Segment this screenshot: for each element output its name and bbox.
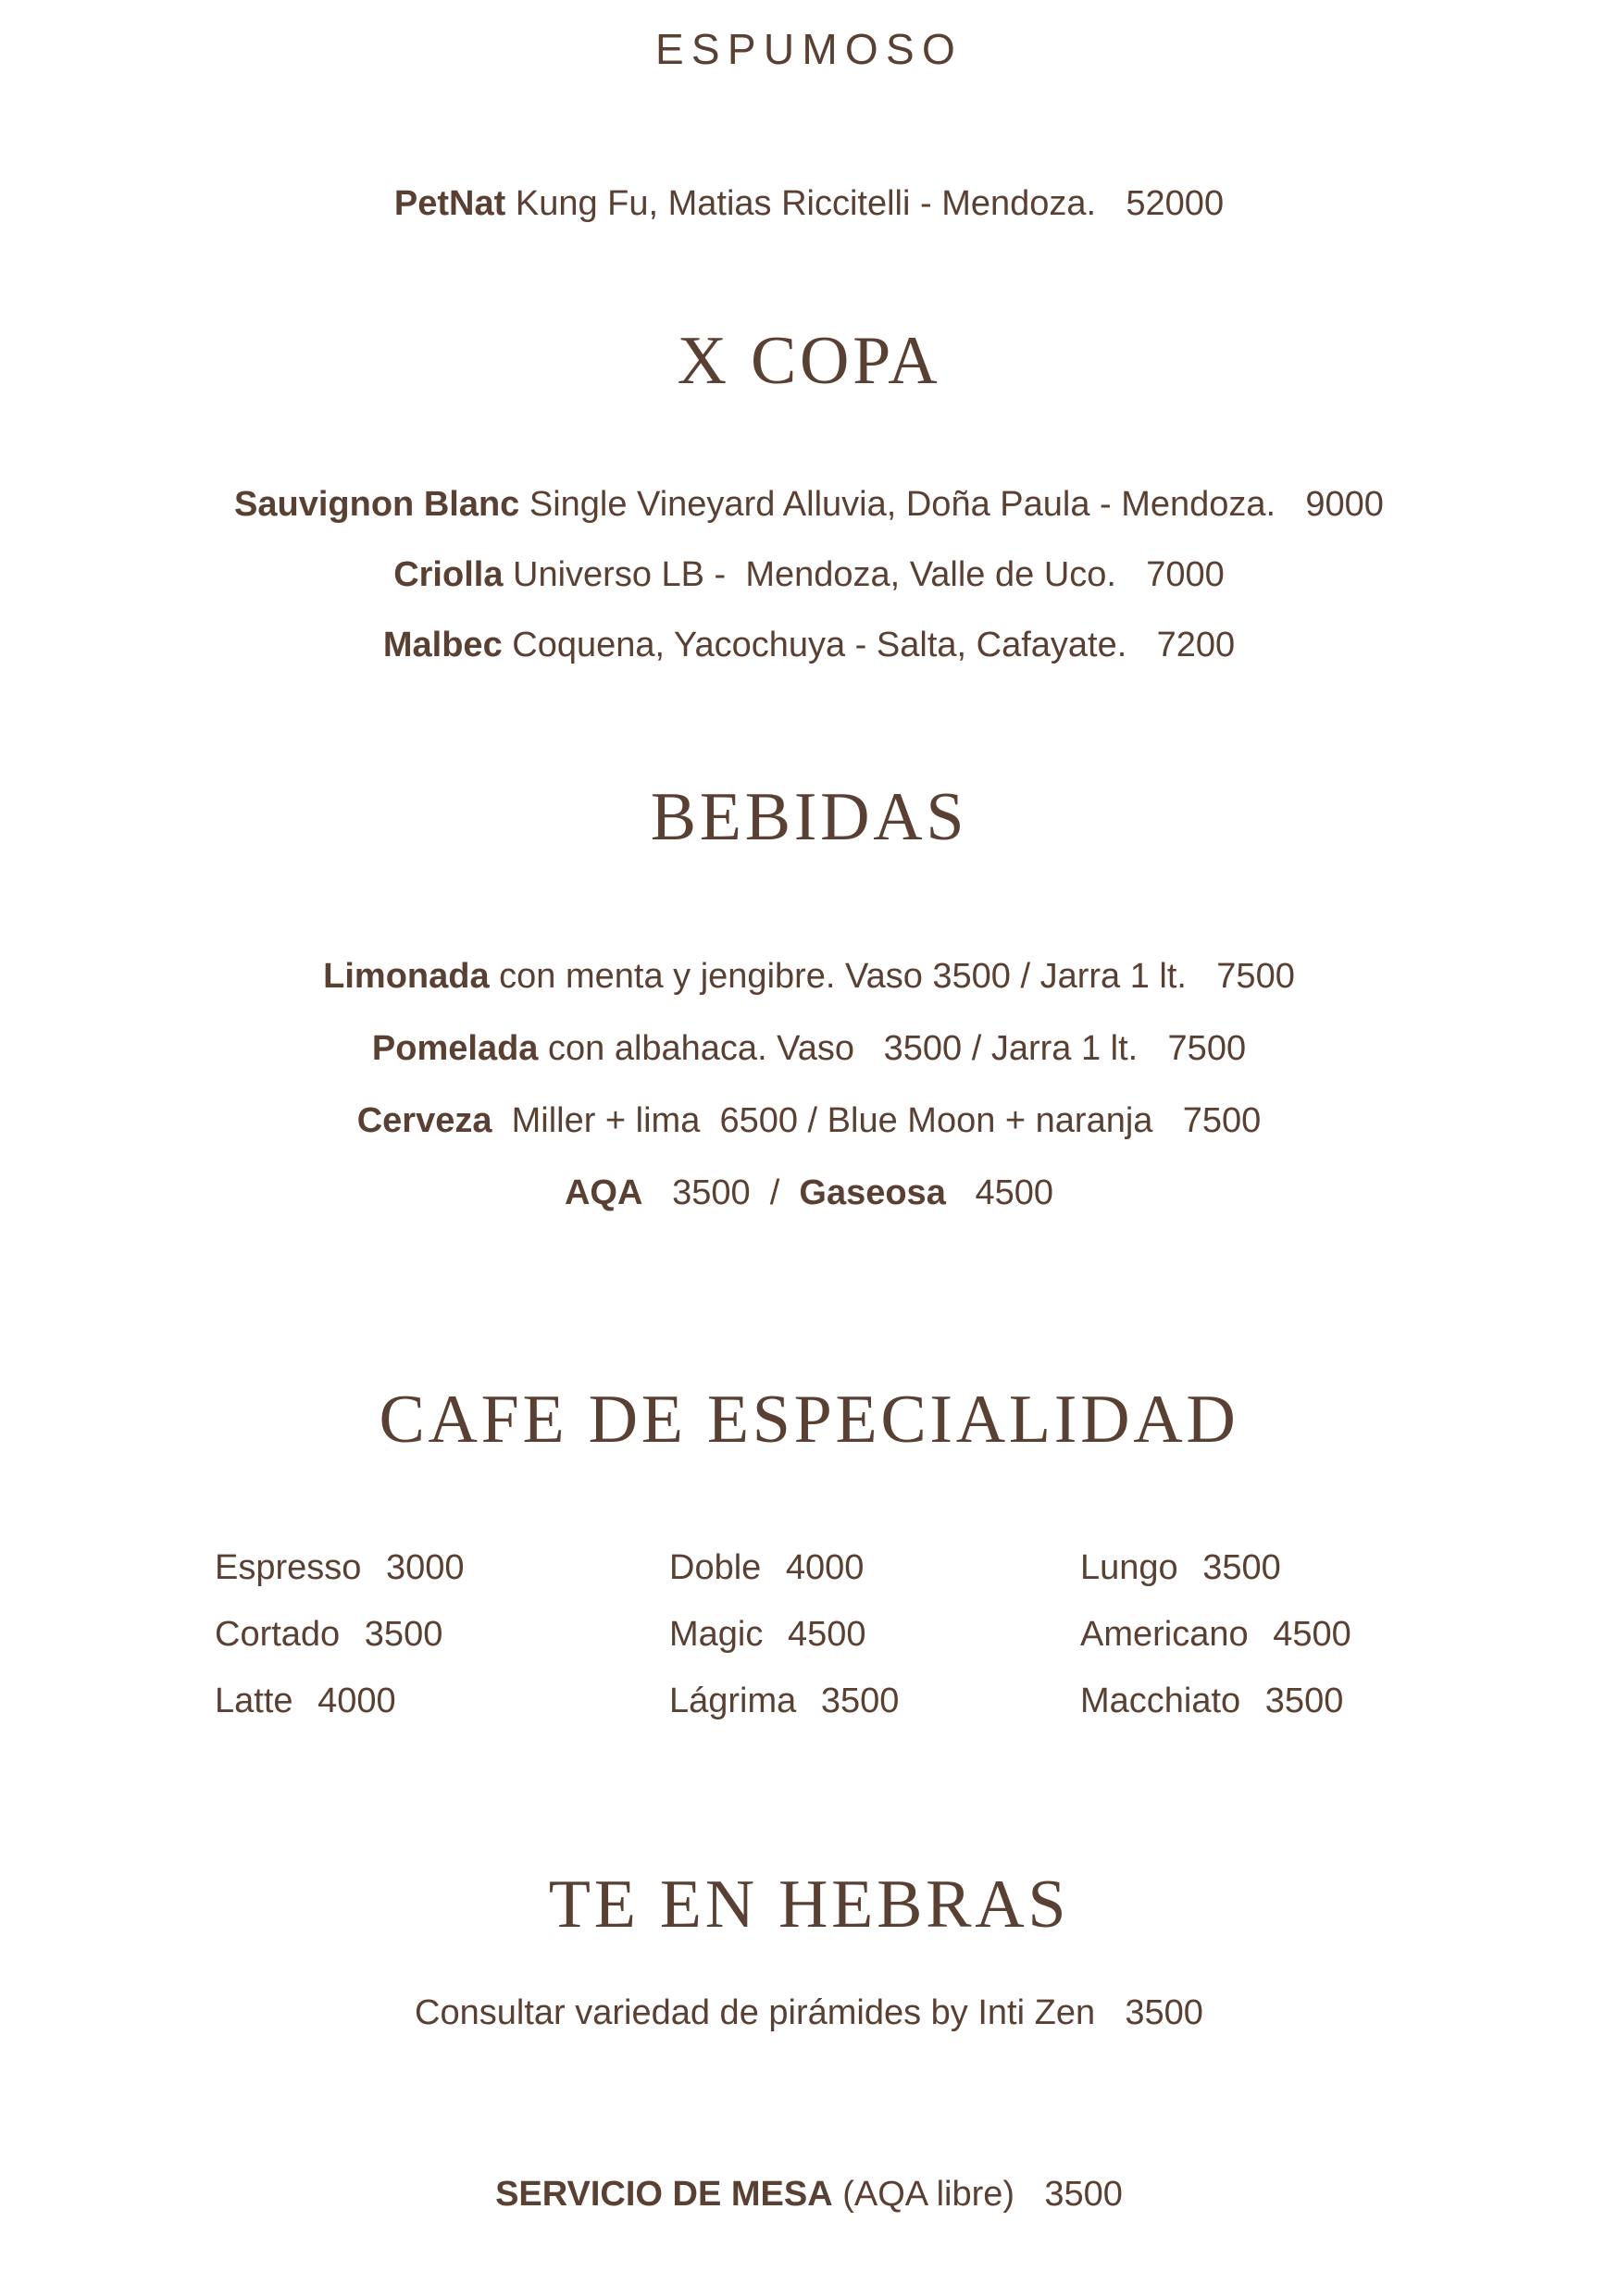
item-name: Gaseosa — [799, 1173, 946, 1212]
coffee-name: Espresso — [215, 1548, 362, 1587]
coffee-name: Doble — [669, 1548, 762, 1587]
menu-item-line — [0, 1085, 1618, 1157]
coffee-name: Lágrima — [669, 1682, 797, 1720]
menu-item-line — [0, 2159, 1618, 2229]
coffee-item — [215, 1534, 669, 1601]
item-name: SERVICIO DE MESA — [495, 2175, 833, 2214]
item-description: Universo LB - Mendoza, Valle de Uco. — [503, 555, 1116, 594]
coffee-column — [1080, 1534, 1618, 1734]
coffee-name: Magic — [669, 1615, 764, 1654]
item-description: Kung Fu, Matias Riccitelli - Mendoza. — [505, 184, 1097, 223]
item-price: 52000 — [1126, 184, 1225, 223]
menu-item-line — [0, 1012, 1618, 1085]
section-title-cafe: CAFE DE ESPECIALIDAD — [379, 1382, 1239, 1458]
menu-section-cafe — [0, 1382, 1618, 1734]
item-description: con albahaca. Vaso 3500 / Jarra 1 lt. — [538, 1029, 1139, 1068]
item-price: 7500 — [1182, 1101, 1262, 1140]
section-lines — [0, 1978, 1618, 2048]
menu-item-line — [0, 610, 1618, 680]
menu-item-line — [0, 940, 1618, 1012]
coffee-price: 4500 — [787, 1615, 866, 1654]
section-title-espumoso: ESPUMOSO — [654, 25, 964, 73]
item-name: PetNat — [393, 184, 506, 223]
coffee-price: 3500 — [364, 1615, 443, 1654]
coffee-price: 3500 — [1202, 1548, 1281, 1587]
section-lines — [0, 2159, 1618, 2229]
coffee-item — [215, 1668, 669, 1734]
item-name: AQA — [564, 1173, 643, 1212]
item-price: 7500 — [1216, 957, 1295, 996]
coffee-name: Macchiato — [1080, 1682, 1241, 1720]
item-name: Pomelada — [371, 1029, 539, 1068]
coffee-price: 4500 — [1273, 1615, 1351, 1654]
item-description: con menta y jengibre. Vaso 3500 / Jarra 1 lt. — [489, 957, 1187, 996]
coffee-item — [1080, 1534, 1618, 1601]
section-title-te: TE EN HEBRAS — [548, 1867, 1070, 1942]
item-name: Malbec — [382, 626, 503, 664]
item-description: 4500 — [945, 1173, 1054, 1212]
menu-item-line — [0, 1978, 1618, 2048]
item-description: (AQA libre) — [832, 2175, 1015, 2214]
item-description: Single Vineyard Alluvia, Doña Paula - Mendoza. — [519, 485, 1276, 524]
menu-item-line — [0, 168, 1618, 239]
menu-section-espumoso — [0, 25, 1618, 239]
section-title-xcopa: X COPA — [677, 323, 941, 399]
coffee-item — [215, 1601, 669, 1668]
coffee-name: Lungo — [1080, 1548, 1178, 1587]
section-title-bebidas: BEBIDAS — [650, 779, 968, 855]
item-description: 3500 / — [642, 1173, 800, 1212]
coffee-name: Americano — [1080, 1615, 1249, 1654]
item-name: Criolla — [393, 555, 504, 594]
coffee-price: 3000 — [386, 1548, 465, 1587]
item-description: Consultar variedad de pirámides by Inti Zen — [415, 1993, 1096, 2032]
section-lines — [0, 469, 1618, 680]
item-name: Sauvignon Blanc — [234, 485, 520, 524]
item-name: Limonada — [323, 957, 490, 996]
coffee-column — [215, 1534, 669, 1734]
coffee-name: Cortado — [215, 1615, 341, 1654]
item-price: 7200 — [1156, 626, 1236, 664]
menu-section-xcopa — [0, 323, 1618, 680]
coffee-item — [669, 1668, 1080, 1734]
coffee-item — [1080, 1668, 1618, 1734]
item-description: Coquena, Yacochuya - Salta, Cafayate. — [502, 626, 1127, 664]
menu-item-line — [0, 1157, 1618, 1229]
menu-item-line — [0, 469, 1618, 540]
menu-section-te — [0, 1867, 1618, 2048]
menu-section-servicio — [0, 2159, 1618, 2229]
coffee-item — [1080, 1601, 1618, 1668]
coffee-price: 3500 — [1264, 1682, 1344, 1720]
item-price: 9000 — [1305, 485, 1384, 524]
section-lines — [0, 940, 1618, 1229]
item-name: Cerveza — [356, 1101, 492, 1140]
item-description: Miller + lima 6500 / Blue Moon + naranja — [492, 1101, 1153, 1140]
coffee-price: 3500 — [820, 1682, 900, 1720]
coffee-column — [669, 1534, 1080, 1734]
coffee-grid — [0, 1534, 1618, 1734]
item-price: 7500 — [1167, 1029, 1247, 1068]
section-lines — [0, 168, 1618, 239]
coffee-item — [669, 1534, 1080, 1601]
item-price: 3500 — [1125, 1993, 1203, 2032]
coffee-price: 4000 — [785, 1548, 865, 1587]
menu-section-bebidas — [0, 779, 1618, 1229]
item-price: 3500 — [1044, 2175, 1123, 2214]
coffee-name: Latte — [215, 1682, 293, 1720]
coffee-price: 4000 — [317, 1682, 396, 1720]
item-price: 7000 — [1146, 555, 1225, 594]
coffee-item — [669, 1601, 1080, 1668]
menu-item-line — [0, 540, 1618, 610]
